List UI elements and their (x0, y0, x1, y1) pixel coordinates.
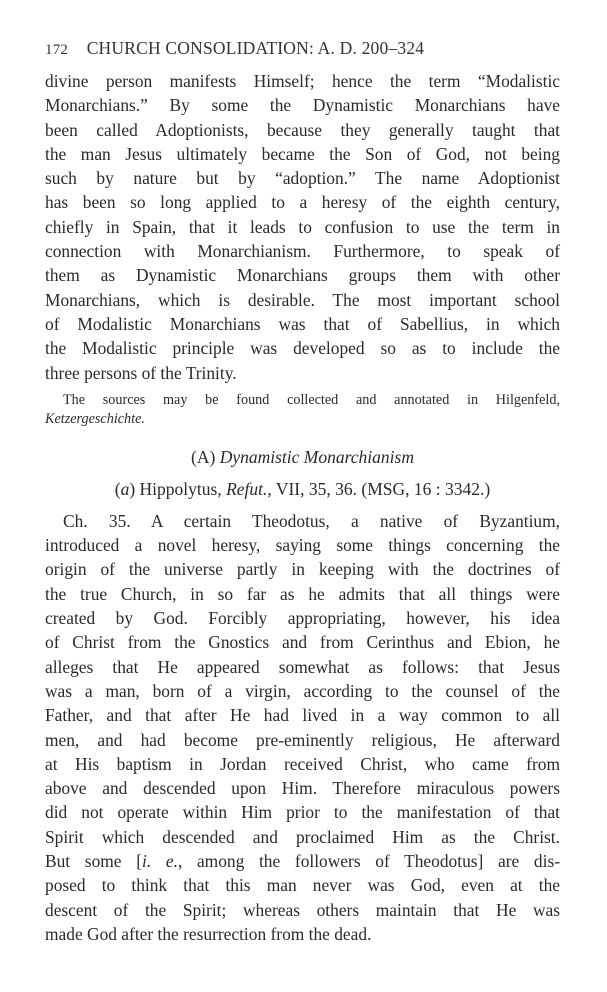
work-title: Ketzergeschichte. (45, 410, 145, 427)
text-line: has been so long applied to a heresy of the eighth century, (45, 192, 560, 213)
text-line: the Modalistic principle was developed so as to include the (45, 338, 560, 359)
text-line: alleges that He appeared somewhat as follows: that Jesus (45, 656, 560, 677)
text-line (45, 849, 560, 873)
book-page (45, 35, 560, 946)
source-heading: (a) Hippolytus, Refut., VII, 35, 36. (MSG, 16 : 3342.) (114, 478, 491, 499)
text-line: created by God. Forcibly appropriating, however, his idea (45, 608, 560, 629)
source-ref: , VII, 35, 36. (MSG, 16 : 3342.) (267, 478, 491, 499)
text-line: Monarchians, which is desirable. The most important school (45, 289, 560, 310)
text-line: descent of the Spirit; whereas others maintain that He was (45, 899, 560, 920)
abbreviation: i. e. (142, 851, 178, 872)
chapter-title: CHURCH CONSOLIDATION: A. D. 200–324 (86, 38, 425, 58)
section-heading (45, 445, 560, 469)
text-line: of Christ from the Gnostics and from Cerinthus and Ebion, he (45, 632, 560, 653)
paragraph-modalistic (45, 69, 560, 385)
source-author: Hippolytus, (139, 478, 222, 499)
text-line: Spirit which descended and proclaimed Him as the Christ. (45, 826, 560, 847)
text-fragment: But some [ (45, 851, 142, 872)
note-line: The sources may be found collected and annotated in Hilgenfeld, (63, 391, 560, 408)
section-title: Dynamistic Monarchianism (219, 446, 414, 467)
source-work: Refut. (226, 478, 268, 499)
sources-note (45, 391, 560, 429)
text-line: was a man, born of a virgin, according to the counsel of the (45, 680, 560, 701)
text-line: chiefly in Spain, that it leads to confusion to use the term in (45, 216, 560, 237)
text-line: the man Jesus ultimately became the Son of God, not being (45, 143, 560, 164)
text-line: at His baptism in Jordan received Christ, who came from (45, 753, 560, 774)
running-head (45, 35, 560, 61)
text-line: the true Church, in so far as he admits that all things were (45, 583, 560, 604)
text-line: did not operate within Him prior to the manifestation of that (45, 802, 560, 823)
section-prefix: (A) (191, 446, 216, 467)
note-line (45, 410, 560, 429)
text-line: Father, and that after He had lived in a way common to all (45, 705, 560, 726)
text-line: three persons of the Trinity. (45, 362, 237, 383)
text-line: Monarchians.” By some the Dynamistic Monarchians have (45, 95, 560, 116)
text-line: above and descended upon Him. Therefore miraculous powers (45, 778, 560, 799)
source-label: a (120, 478, 130, 499)
text-line: Ch. 35. A certain Theodotus, a native of Byzantium, (63, 510, 560, 531)
text-line: such by nature but by “adoption.” The name Adoptionist (45, 168, 560, 189)
text-line: been called Adoptionists, because they generally taught that (45, 119, 560, 140)
text-line: made God after the resurrection from the dead. (45, 923, 372, 944)
text-line: of Modalistic Monarchians was that of Sabellius, in which (45, 313, 560, 334)
page-number: 172 (45, 42, 69, 58)
text-line: posed to think that this man never was God, even at the (45, 875, 560, 896)
text-fragment: , among the followers of Theodotus] are dis- (177, 851, 561, 872)
text-line: divine person manifests Himself; hence the term “Modalistic (45, 71, 560, 91)
paragraph-theodotus (45, 509, 560, 946)
text-line: men, and had become pre-eminently religious, He afterward (45, 729, 560, 750)
text-line: them as Dynamistic Monarchians groups them with other (45, 265, 560, 286)
text-line: connection with Monarchianism. Furthermore, to speak of (45, 241, 560, 262)
text-line: introduced a novel heresy, saying some things concerning the (45, 535, 560, 556)
text-line: origin of the universe partly in keeping with the doctrines of (45, 559, 560, 580)
